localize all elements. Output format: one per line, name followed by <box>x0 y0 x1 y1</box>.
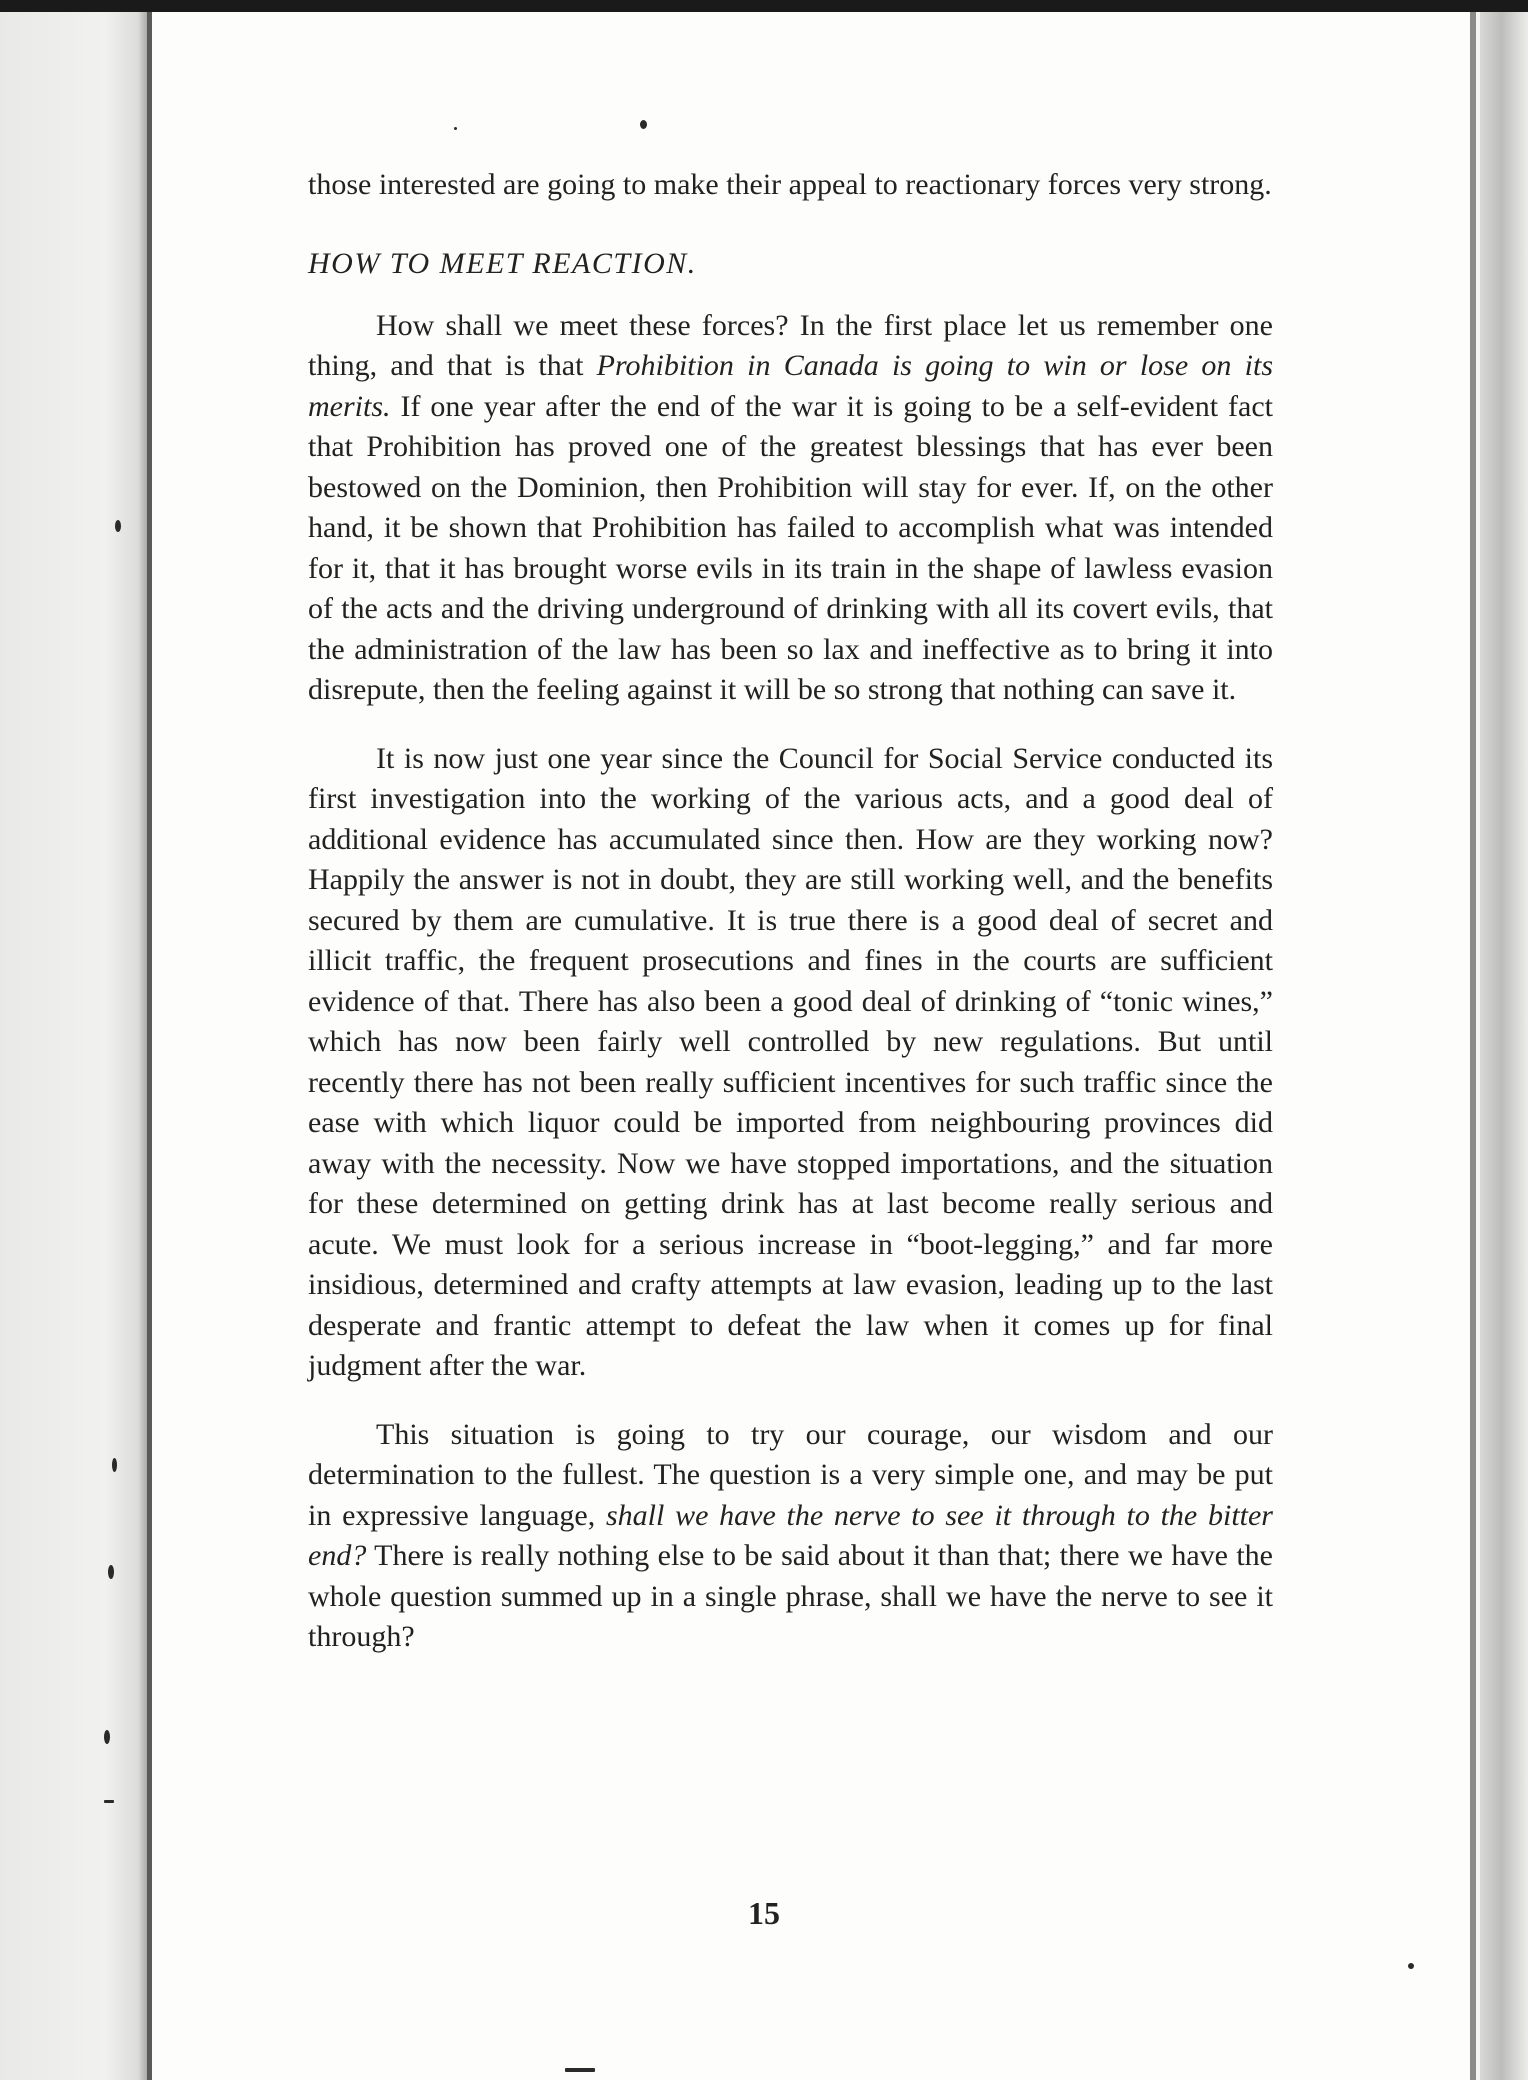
paragraph-merits-emphasis: Prohibition in Canada is going to win or lose on its merits. <box>308 349 1273 423</box>
page-number: 15 <box>748 1895 780 1931</box>
paragraph-merits <box>308 306 1273 711</box>
scan-speck <box>112 1458 117 1472</box>
top-scan-border <box>0 0 1528 12</box>
page-body-text <box>308 165 1273 1658</box>
right-scan-margin <box>1480 0 1528 2080</box>
paragraph-courage-text-1: This situation is going to try our courage, our wisdom and our determination to the fullest. The question is a very simple one, and may be put in expressive language, <box>308 1417 1273 1532</box>
opening-paragraph: those interested are going to make their appeal to reactionary forces very strong. <box>308 168 1272 201</box>
left-scan-margin <box>0 0 150 2080</box>
section-heading: HOW TO MEET REACTION. <box>308 246 697 280</box>
scan-speck <box>1408 1963 1414 1969</box>
scan-speck <box>104 1800 114 1803</box>
paragraph-merits-text-1: How shall we meet these forces? In the first place let us remember one thing, and that is that <box>308 308 1273 382</box>
scan-speck <box>640 120 647 129</box>
paragraph-courage-emphasis: shall we have the nerve to see it through to the bitter end? <box>308 1498 1273 1572</box>
paragraph-investigation: It is now just one year since the Council for Social Service conducted its first investigation into the working of the various acts, and a good deal of additional evidence has accumulated since then. How are they working now? Happily the answer is not in doubt, they are still working well, and the benefits secured by them are cumulative. It is true there is a good deal of secret and illicit traffic, the frequent prosecutions and fines in the courts are sufficient evidence of that. There has also been a good deal of drinking of “tonic wines,” which has now been fairly well controlled by new regulations. But until recently there has not been really sufficient incentives for such traffic since the ease with which liquor could be imported from neighbouring provinces did away with the necessity. Now we have stopped importations, and the situation for these determined on getting drink has at last become really serious and acute. We must look for a serious increase in “boot-legging,” and far more insidious, determined and crafty attempts at law evasion, leading up to the last desperate and frantic attempt to defeat the law when it comes up for final judgment after the war. <box>308 741 1273 1382</box>
scan-speck <box>565 2068 595 2072</box>
scan-speck <box>115 520 121 532</box>
scan-speck <box>454 127 457 130</box>
scan-speck <box>108 1565 114 1579</box>
scan-speck <box>104 1730 110 1744</box>
paragraph-courage-text-2: There is really nothing else to be said about it than that; there we have the whole question summed up in a single phrase, shall we have the nerve to see it through? <box>308 1539 1273 1653</box>
paragraph-courage <box>308 1415 1273 1658</box>
right-page-edge <box>1470 0 1476 2080</box>
paragraph-merits-text-2: If one year after the end of the war it is going to be a self-evident fact that Prohibition has proved one of the greatest blessings that has ever been bestowed on the Dominion, then Prohibition will stay for ever. If, on the other hand, it be shown that Prohibition has failed to accomplish what was intended for it, that it has brought worse evils in its train in the shape of lawless evasion of the acts and the driving underground of drinking with all its covert evils, that the administration of the law has been so lax and ineffective as to bring it into disrepute, then the feeling against it will be so strong that nothing can save it. <box>308 389 1273 706</box>
